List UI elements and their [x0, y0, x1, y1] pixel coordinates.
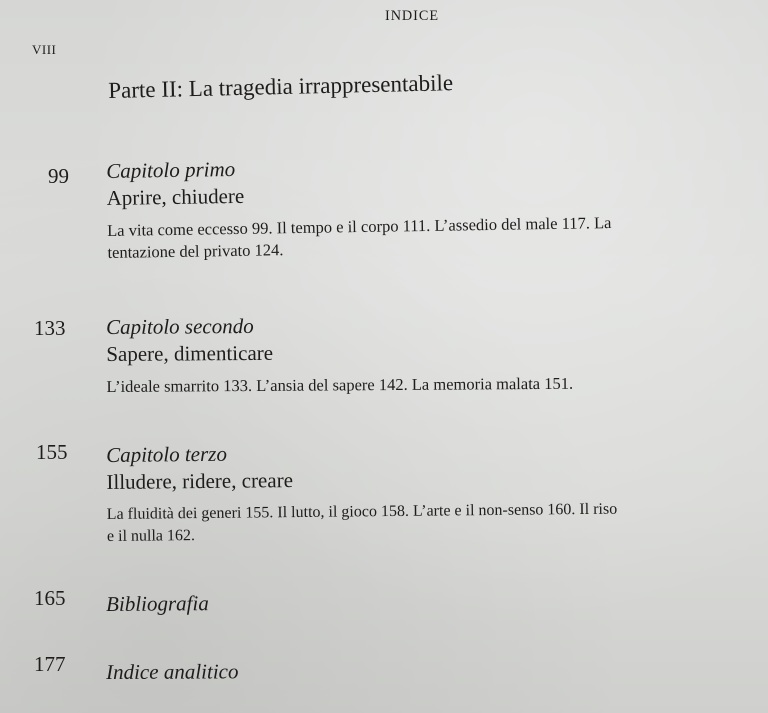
sections-line-1: La fluidità dei generi 155. Il lutto, il gioco 158. L’arte e il non-senso 160. Il riso: [106, 500, 618, 523]
toc-entry-chapter-2: [0, 314, 768, 404]
chapter-sections: [106, 373, 573, 398]
entry-text-block: [106, 437, 618, 548]
chapter-title: Illudere, ridere, creare: [106, 468, 294, 494]
index-title: Indice analitico: [106, 659, 239, 684]
chapter-label: Capitolo terzo: [106, 441, 228, 467]
sections-line-1: La vita come eccesso 99. Il tempo e il corpo 111. L’assedio del male 117. La: [106, 213, 612, 240]
running-head: INDICE: [385, 8, 439, 24]
sections-line-2: e il nulla 162.: [106, 527, 196, 545]
chapter-sections: [107, 499, 618, 548]
bibliography-page-number: 165: [34, 586, 66, 610]
entry-page-number: 99: [48, 164, 69, 188]
entry-text-block: [106, 311, 573, 398]
page-number: VIII: [32, 42, 57, 57]
chapter-sections: [107, 212, 612, 264]
sections-line-1: L’ideale smarrito 133. L’ansia del sapere 142. La memoria malata 151.: [106, 373, 574, 396]
index-page-number: 177: [34, 652, 66, 676]
toc-entry-chapter-1: [0, 156, 768, 262]
toc-entry-chapter-3: [0, 440, 768, 545]
chapter-label: Capitolo secondo: [106, 313, 254, 339]
sections-line-2: tentazione del privato 124.: [107, 240, 284, 262]
entry-page-number: 155: [36, 440, 68, 464]
entry-page-number: 133: [34, 316, 66, 340]
chapter-title: Aprire, chiudere: [106, 183, 245, 210]
chapter-label: Capitolo primo: [106, 156, 236, 183]
part-title: Parte II: La tragedia irrappresentabile: [108, 70, 454, 103]
entry-text-block: [106, 150, 612, 264]
bibliography-title: Bibliografia: [106, 591, 209, 616]
chapter-title: Sapere, dimenticare: [106, 340, 274, 366]
